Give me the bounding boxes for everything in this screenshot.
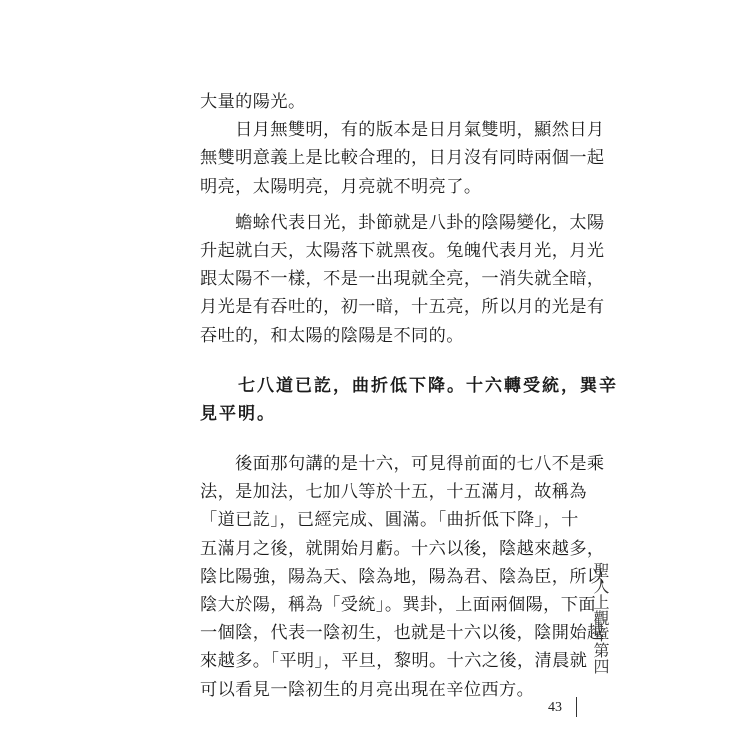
verse-line: 七八道已訖，曲折低下降。十六轉受統，巽辛 bbox=[200, 375, 618, 396]
text-line: 可以看見一陰初生的月亮出現在辛位西方。 bbox=[200, 679, 535, 700]
quoted-verse bbox=[200, 372, 618, 428]
text-line: 後面那句講的是十六，可見得前面的七八不是乘 bbox=[200, 454, 605, 475]
text-line: 「道已訖」，已經完成、圓滿。「曲折低下降」，十 bbox=[200, 510, 579, 531]
text-line: 陰比陽強，陽為天、陰為地，陽為君、陰為臣，所以 bbox=[200, 566, 605, 587]
text-line: 吞吐的，和太陽的陰陽是不同的。 bbox=[200, 325, 464, 346]
page-number: 43 bbox=[548, 700, 562, 715]
text-line: 來越多。「平明」，平旦，黎明。十六之後，清晨就 bbox=[200, 651, 588, 672]
text-line: 無雙明意義上是比較合理的，日月沒有同時兩個一起 bbox=[200, 148, 605, 169]
paragraph-1 bbox=[200, 88, 580, 116]
text-line: 一個陰，代表一陰初生，也就是十六以後，陰開始越 bbox=[200, 623, 605, 644]
text-line: 法，是加法，七加八等於十五，十五滿月，故稱為 bbox=[200, 482, 587, 503]
text-line: 日月無雙明，有的版本是日月氣雙明，顯然日月 bbox=[200, 120, 605, 141]
text-line: 大量的陽光。 bbox=[200, 92, 306, 112]
text-line: 蟾蜍代表日光，卦節就是八卦的陰陽變化，太陽 bbox=[200, 212, 605, 233]
text-line: 明亮，太陽明亮，月亮就不明亮了。 bbox=[200, 176, 482, 197]
text-line: 跟太陽不一樣，不是一出現就全亮，一消失就全暗， bbox=[200, 269, 605, 290]
text-line: 升起就白天，太陽落下就黑夜。兔魄代表月光，月光 bbox=[200, 240, 605, 261]
text-line: 陰大於陽，稱為「受統」。巽卦，上面兩個陽，下面 bbox=[200, 595, 596, 615]
text-line: 月光是有吞吐的，初一暗，十五亮，所以月的光是有 bbox=[200, 297, 605, 318]
page-number-divider bbox=[576, 697, 577, 717]
verse-line: 見平明。 bbox=[200, 403, 276, 424]
paragraph-3 bbox=[200, 209, 605, 350]
running-chapter-title: 聖人上觀章第四 bbox=[591, 562, 610, 674]
paragraph-2 bbox=[200, 116, 605, 201]
text-line: 五滿月之後，就開始月虧。十六以後，陰越來越多， bbox=[200, 538, 605, 559]
